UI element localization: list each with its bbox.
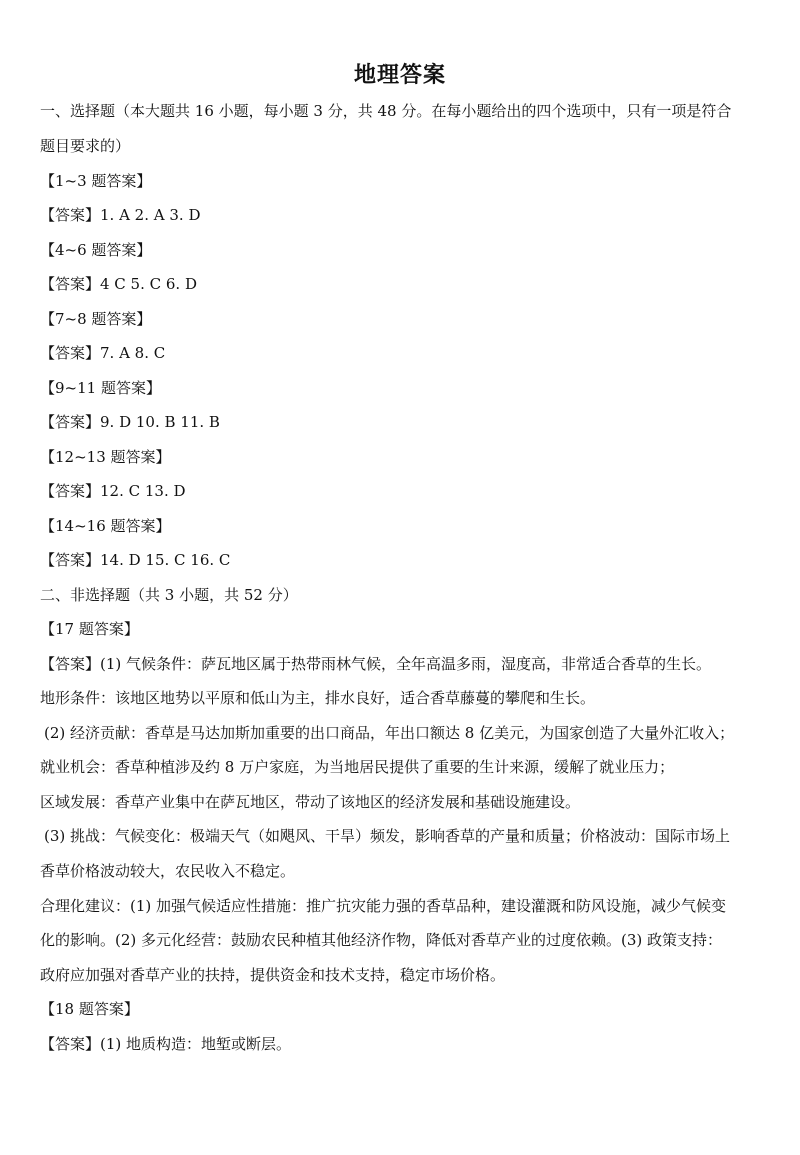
group-answer-3: 【答案】7. A 8. C [40, 344, 166, 362]
section1-heading-line2: 题目要求的） [40, 137, 131, 155]
document-title: 地理答案 [353, 63, 446, 88]
group-label-1: 【1~3 题答案】 [40, 172, 152, 190]
q18-label: 【18 题答案】 [40, 1000, 139, 1018]
q17-line-2: 地形条件：该地区地势以平原和低山为主，排水良好，适合香草藤蔓的攀爬和生长。 [40, 689, 596, 707]
q17-line-3: (2) 经济贡献：香草是马达加斯加重要的出口商品，年出口额达 8 亿美元，为国家创造了大量外汇收入； [44, 724, 735, 742]
group-answer-1: 【答案】1. A 2. A 3. D [40, 206, 201, 224]
group-label-4: 【9~11 题答案】 [40, 379, 161, 397]
group-label-6: 【14~16 题答案】 [40, 517, 171, 535]
q17-line-7: 香草价格波动较大，农民收入不稳定。 [40, 862, 296, 880]
group-label-5: 【12~13 题答案】 [40, 448, 171, 466]
group-answer-6: 【答案】14. D 15. C 16. C [40, 551, 231, 569]
q17-line-8: 合理化建议：(1) 加强气候适应性措施：推广抗灾能力强的香草品种，建设灌溉和防风设施，减少气候变 [40, 897, 727, 915]
group-answer-4: 【答案】9. D 10. B 11. B [40, 413, 220, 431]
q17-line-5: 区域发展：香草产业集中在萨瓦地区，带动了该地区的经济发展和基础设施建设。 [40, 793, 581, 811]
q17-label: 【17 题答案】 [40, 620, 139, 638]
q18-line-1: 【答案】(1) 地质构造：地堑或断层。 [40, 1035, 292, 1053]
group-label-3: 【7~8 题答案】 [40, 310, 152, 328]
section2-heading: 二、非选择题（共 3 小题，共 52 分） [40, 586, 298, 604]
group-label-2: 【4~6 题答案】 [40, 241, 152, 259]
q17-line-6: (3) 挑战：气候变化：极端天气（如飓风、干旱）频发，影响香草的产量和质量；价格波动：国际市场上 [44, 827, 731, 845]
group-answer-5: 【答案】12. C 13. D [40, 482, 186, 500]
q17-line-4: 就业机会：香草种植涉及约 8 万户家庭，为当地居民提供了重要的生计来源，缓解了就业压力； [40, 758, 675, 776]
q17-line-10: 政府应加强对香草产业的扶持，提供资金和技术支持，稳定市场价格。 [40, 966, 506, 984]
q17-line-9: 化的影响。(2) 多元化经营：鼓励农民种植其他经济作物，降低对香草产业的过度依赖。(3) 政策支持： [40, 931, 723, 949]
section1-heading-line1: 一、选择题（本大题共 16 小题，每小题 3 分，共 48 分。在每小题给出的四个选项中，只有一项是符合 [40, 102, 732, 120]
group-answer-2: 【答案】4 C 5. C 6. D [40, 275, 197, 293]
q17-line-1: 【答案】(1) 气候条件：萨瓦地区属于热带雨林气候，全年高温多雨，湿度高，非常适合香草的生长。 [40, 655, 712, 673]
